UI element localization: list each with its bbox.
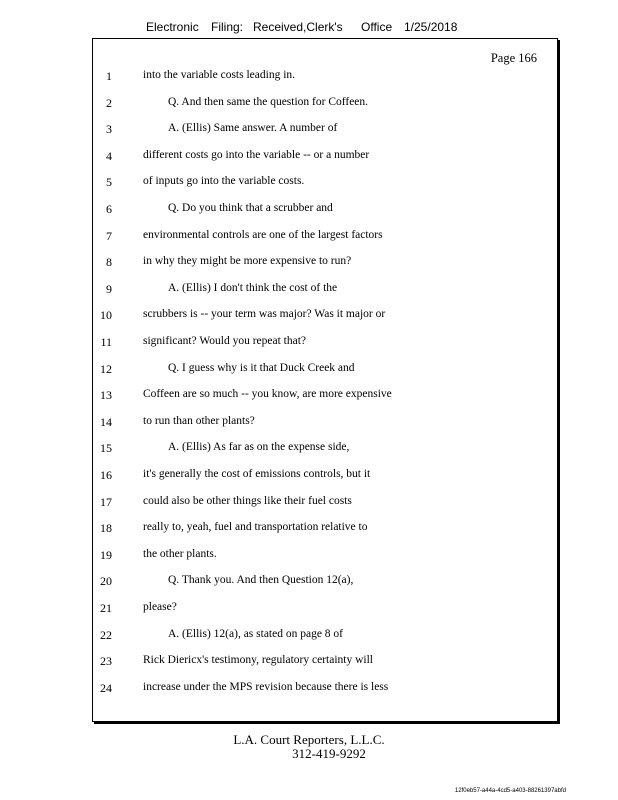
stamp-electronic: Electronic: [146, 20, 199, 34]
transcript-line: [93, 388, 557, 408]
line-text: Q. And then same the question for Coffeen.: [168, 95, 369, 108]
line-text: A. (Ellis) I don't think the cost of the: [168, 281, 338, 294]
reporter-phone: 312-419-9292: [292, 746, 366, 761]
transcript-line: [93, 362, 557, 382]
page-number: Page 166: [490, 51, 537, 65]
line-text: could also be other things like their fuel costs: [143, 494, 352, 507]
line-number: 9: [106, 281, 112, 296]
document-id: 12f0eb57-a44a-4cd5-a403-88261397abfd: [454, 788, 566, 794]
line-number: 19: [100, 547, 112, 562]
line-text: Coffeen are so much -- you know, are more expensive: [143, 388, 392, 401]
stamp-office: Office: [361, 20, 393, 34]
line-number: 22: [100, 627, 112, 642]
transcript-line: [93, 229, 557, 249]
transcript-line: [93, 69, 557, 89]
transcript-line: [93, 282, 557, 302]
line-text: of inputs go into the variable costs.: [143, 175, 305, 188]
transcript-line: [93, 521, 557, 541]
line-text: A. (Ellis) Same answer. A number of: [168, 122, 338, 135]
line-number: 10: [100, 308, 112, 323]
line-text: Rick Diericx's testimony, regulatory certainty will: [143, 654, 373, 667]
line-text: different costs go into the variable -- or a number: [143, 148, 370, 161]
transcript-line: [93, 441, 557, 461]
line-number: 16: [100, 468, 112, 482]
line-text: please?: [143, 601, 177, 613]
transcript-line: [93, 628, 557, 648]
line-number: 23: [100, 654, 112, 669]
line-text: really to, yeah, fuel and transportation relative to: [143, 521, 368, 534]
transcript-line: [93, 468, 557, 488]
stamp-date: 1/25/2018: [404, 20, 458, 34]
line-number: 18: [100, 521, 112, 536]
line-text: environmental controls are one of the largest factors: [143, 228, 383, 241]
line-text: it's generally the cost of emissions controls, but it: [143, 468, 371, 480]
line-number: 12: [100, 361, 112, 376]
line-number: 15: [100, 441, 112, 456]
line-number: 7: [106, 228, 112, 243]
line-text: Q. Do you think that a scrubber and: [168, 202, 333, 214]
line-number: 2: [106, 95, 112, 110]
transcript-line: [93, 681, 557, 701]
transcript-line: [93, 308, 557, 328]
line-text: scrubbers is -- your term was major? Was it major or: [143, 308, 386, 321]
line-number: 13: [100, 388, 112, 403]
line-number: 6: [106, 202, 112, 216]
transcript-line: [93, 202, 557, 222]
footer: [0, 733, 618, 761]
line-text: the other plants.: [143, 547, 217, 560]
reporter-company: L.A. Court Reporters, L.L.C.: [233, 732, 385, 747]
line-text: into the variable costs leading in.: [143, 69, 296, 81]
line-number: 1: [106, 69, 112, 83]
transcript-line: [93, 122, 557, 142]
transcript-line: [93, 548, 557, 568]
line-text: significant? Would you repeat that?: [143, 335, 307, 347]
line-number: 11: [100, 335, 112, 349]
transcript-line: [93, 574, 557, 594]
line-number: 17: [100, 494, 112, 509]
stamp-filing: Filing:: [211, 20, 244, 34]
transcript-line: [93, 415, 557, 435]
transcript-line: [93, 654, 557, 674]
transcript-page: [92, 38, 558, 722]
line-number: 4: [106, 148, 112, 163]
line-number: 21: [100, 601, 112, 615]
line-number: 3: [106, 122, 112, 137]
line-number: 14: [100, 414, 112, 429]
line-text: Q. Thank you. And then Question 12(a),: [168, 574, 354, 587]
stamp-received: Received,Clerk's: [253, 20, 343, 34]
transcript-line: [93, 175, 557, 195]
line-text: in why they might be more expensive to run?: [143, 255, 352, 268]
line-text: Q. I guess why is it that Duck Creek and: [168, 361, 355, 374]
line-text: A. (Ellis) As far as on the expense side,: [168, 441, 350, 454]
line-number: 24: [100, 680, 112, 695]
transcript-line: [93, 495, 557, 515]
line-number: 20: [100, 574, 112, 589]
transcript-line: [93, 601, 557, 621]
filing-stamp: [0, 20, 618, 36]
line-number: 5: [106, 175, 112, 190]
transcript-line: [93, 255, 557, 275]
transcript-line: [93, 335, 557, 355]
transcript-line: [93, 149, 557, 169]
line-number: 8: [106, 255, 112, 270]
line-text: increase under the MPS revision because there is less: [143, 680, 389, 693]
line-text: A. (Ellis) 12(a), as stated on page 8 of: [168, 627, 344, 640]
line-text: to run than other plants?: [143, 414, 255, 427]
transcript-line: [93, 96, 557, 116]
